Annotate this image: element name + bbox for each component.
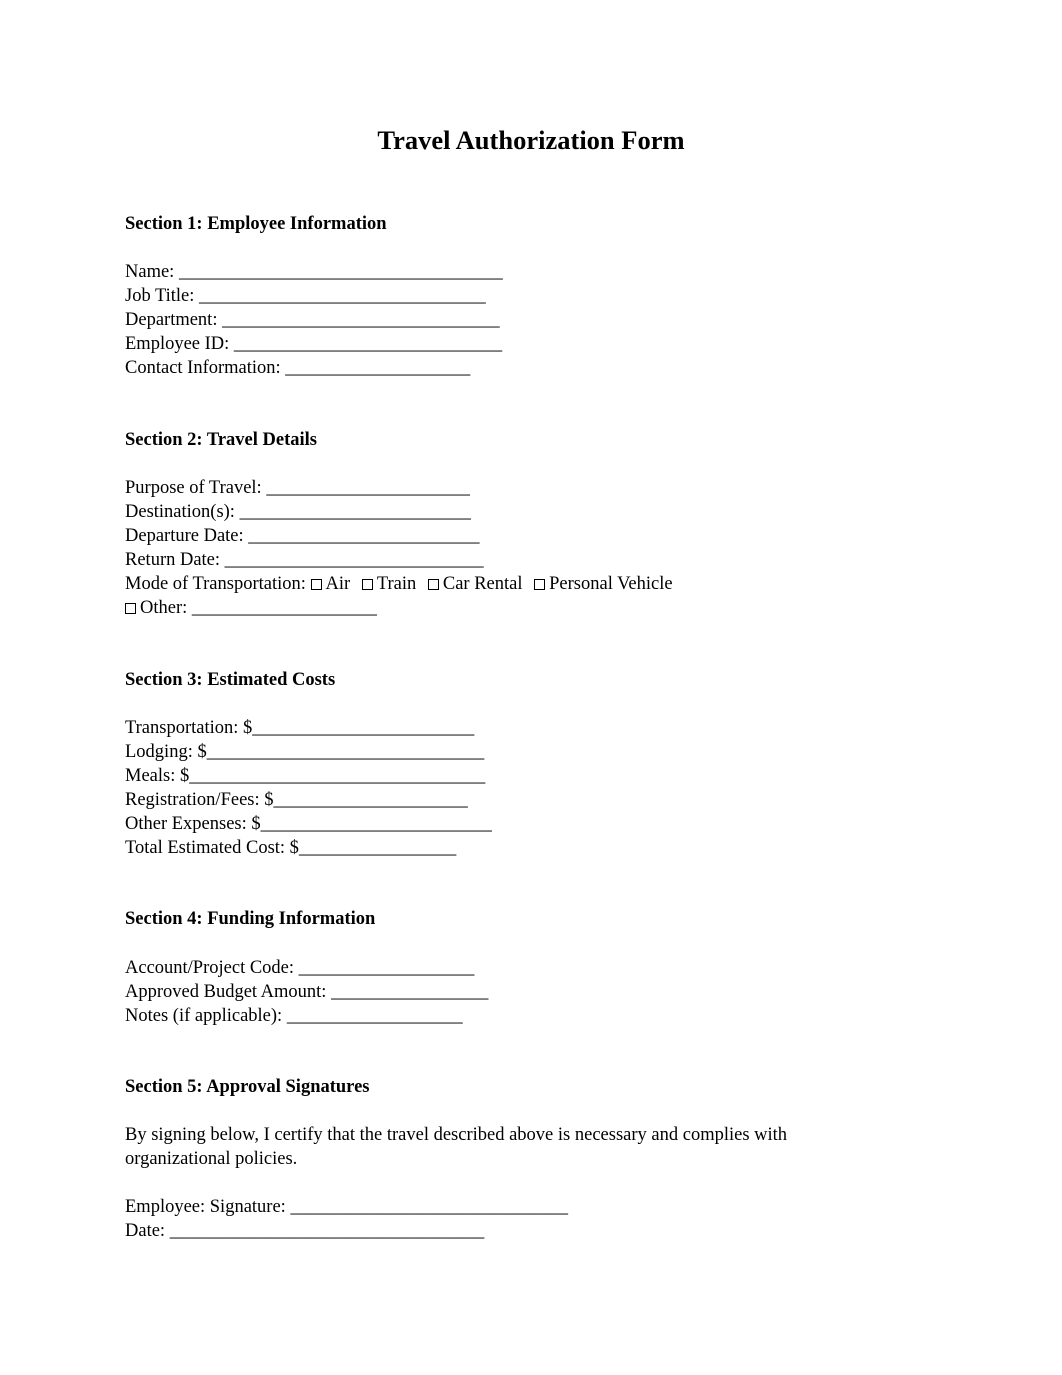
checkbox-icon[interactable] <box>362 579 373 590</box>
form-title: Travel Authorization Form <box>377 125 685 155</box>
field-blank[interactable]: _______________________________ <box>194 286 486 306</box>
field-blank[interactable]: ______________________________ <box>217 310 500 330</box>
field-label: Date: <box>125 1221 166 1241</box>
field-label: Job Title: <box>125 286 195 306</box>
option-label: Air <box>325 574 351 594</box>
field-label: Lodging: $ <box>125 742 207 762</box>
field-label: Total Estimated Cost: $ <box>125 838 299 858</box>
field-blank[interactable]: ______________________ <box>261 478 470 498</box>
total-estimated-cost-field[interactable] <box>125 836 456 860</box>
field-label: Approved Budget Amount: <box>125 982 327 1002</box>
transport-option-other[interactable] <box>125 596 377 620</box>
field-blank[interactable]: _________________ <box>298 838 457 858</box>
field-blank[interactable]: _____________________________ <box>229 334 503 354</box>
field-blank[interactable]: _________________ <box>326 982 489 1002</box>
field-label: Department: <box>125 310 218 330</box>
field-label: Meals: $ <box>125 766 190 786</box>
transport-option-car-rental[interactable] <box>428 574 523 594</box>
field-label: Other Expenses: $ <box>125 814 261 834</box>
field-label: Return Date: <box>125 550 221 570</box>
field-blank[interactable]: ______________________________ <box>206 742 485 762</box>
field-blank[interactable]: _____________________ <box>273 790 468 810</box>
field-blank[interactable]: ________________________ <box>252 718 475 738</box>
option-label: Personal Vehicle <box>549 574 673 594</box>
option-label: Car Rental <box>442 574 523 594</box>
field-label: Employee ID: <box>125 334 230 354</box>
notes-field[interactable] <box>125 1004 463 1028</box>
field-blank[interactable]: ___________________ <box>282 1006 463 1026</box>
field-blank[interactable]: __________________________________ <box>165 1221 485 1241</box>
signature-date-field[interactable] <box>125 1219 484 1243</box>
field-label: Destination(s): <box>125 502 235 522</box>
mode-of-transportation-row <box>125 572 673 596</box>
field-blank[interactable]: ____________________________ <box>220 550 484 570</box>
employee-id-field[interactable] <box>125 332 502 356</box>
field-label: Contact Information: <box>125 358 281 378</box>
section-1-heading: Section 1: Employee Information <box>125 214 387 234</box>
field-label: Transportation: $ <box>125 718 253 738</box>
account-project-code-field[interactable] <box>125 956 474 980</box>
transport-option-air[interactable] <box>311 574 351 594</box>
field-blank[interactable]: _________________________ <box>243 526 480 546</box>
transport-label: Mode of Transportation: <box>125 574 306 594</box>
destinations-field[interactable] <box>125 500 471 524</box>
field-label: Notes (if applicable): <box>125 1006 283 1026</box>
section-5-heading: Section 5: Approval Signatures <box>125 1077 370 1097</box>
field-label: Purpose of Travel: <box>125 478 262 498</box>
field-label: Account/Project Code: <box>125 958 295 978</box>
name-field[interactable] <box>125 260 503 284</box>
field-blank[interactable]: ___________________________________ <box>174 262 503 282</box>
section-3-heading: Section 3: Estimated Costs <box>125 670 336 690</box>
contact-information-field[interactable] <box>125 356 470 380</box>
checkbox-icon[interactable] <box>534 579 545 590</box>
section-2-heading: Section 2: Travel Details <box>125 430 317 450</box>
registration-fees-field[interactable] <box>125 788 468 812</box>
meals-cost-field[interactable] <box>125 764 485 788</box>
return-date-field[interactable] <box>125 548 484 572</box>
option-label: Train <box>376 574 417 594</box>
field-blank[interactable]: ________________________________ <box>189 766 486 786</box>
employee-signature-field[interactable] <box>125 1195 568 1219</box>
field-blank[interactable]: ____________________ <box>187 598 377 618</box>
lodging-cost-field[interactable] <box>125 740 484 764</box>
checkbox-icon[interactable] <box>125 603 136 614</box>
field-blank[interactable]: ____________________ <box>280 358 471 378</box>
transportation-cost-field[interactable] <box>125 716 474 740</box>
section-4-heading: Section 4: Funding Information <box>125 909 376 929</box>
job-title-field[interactable] <box>125 284 486 308</box>
approved-budget-amount-field[interactable] <box>125 980 488 1004</box>
field-label: Employee: Signature: <box>125 1197 286 1217</box>
checkbox-icon[interactable] <box>428 579 439 590</box>
certification-paragraph: By signing below, I certify that the travel described above is necessary and complies with organizational policies. <box>125 1125 788 1169</box>
option-label: Other: <box>140 598 188 618</box>
department-field[interactable] <box>125 308 500 332</box>
other-expenses-field[interactable] <box>125 812 492 836</box>
purpose-of-travel-field[interactable] <box>125 476 470 500</box>
checkbox-icon[interactable] <box>311 579 322 590</box>
field-blank[interactable]: _________________________ <box>260 814 492 834</box>
transport-option-train[interactable] <box>362 574 416 594</box>
field-blank[interactable]: ___________________ <box>294 958 475 978</box>
field-label: Registration/Fees: $ <box>125 790 274 810</box>
field-label: Departure Date: <box>125 526 244 546</box>
field-label: Name: <box>125 262 175 282</box>
field-blank[interactable]: ______________________________ <box>285 1197 568 1217</box>
transport-option-personal-vehicle[interactable] <box>534 574 672 594</box>
field-blank[interactable]: _________________________ <box>234 502 471 522</box>
departure-date-field[interactable] <box>125 524 480 548</box>
